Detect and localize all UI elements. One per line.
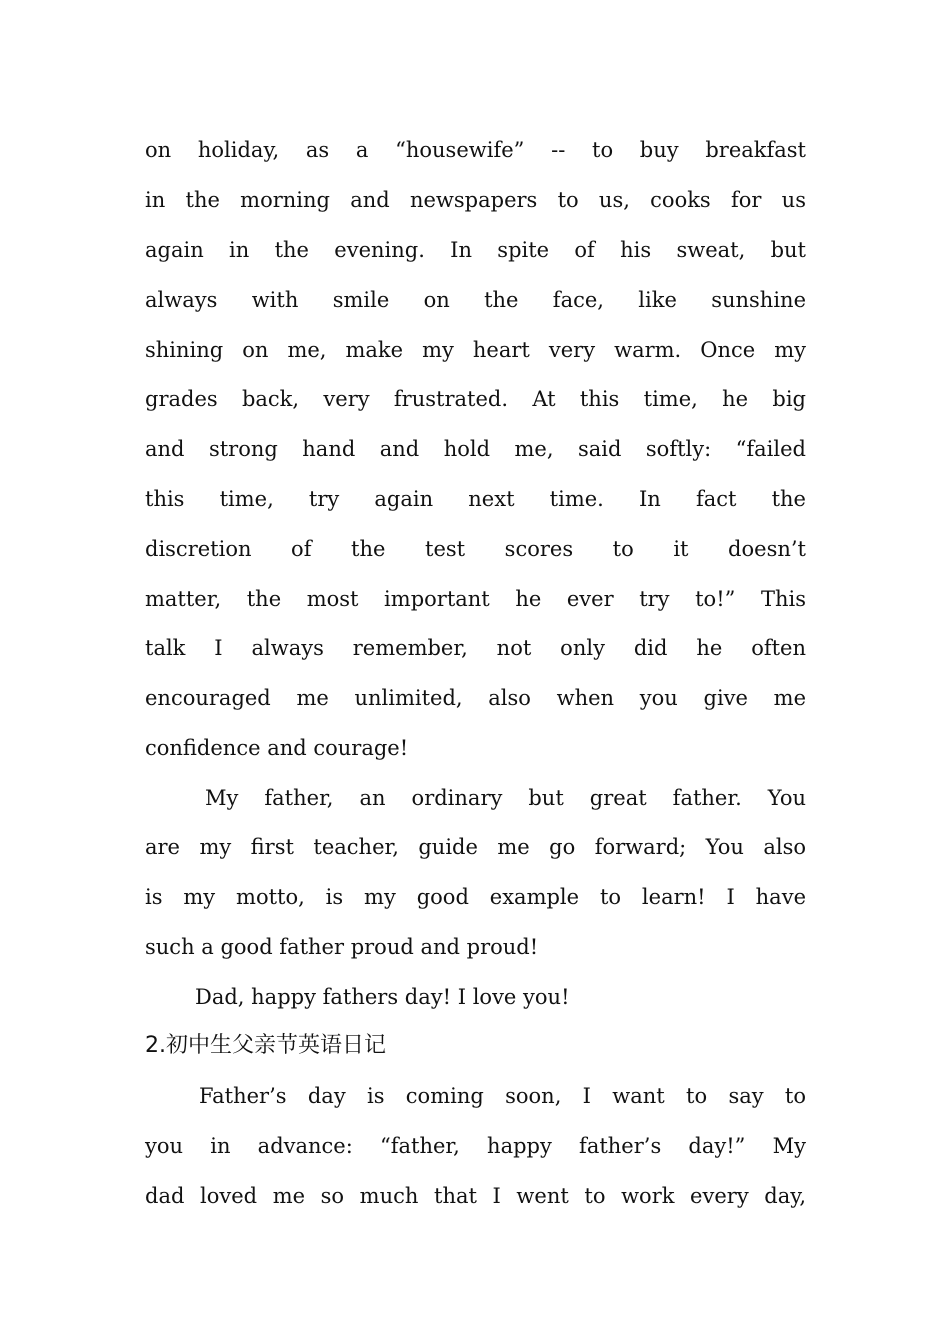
body-text-line: confidence and courage!	[145, 736, 409, 760]
body-text-line: matter, the most important he ever try to!” This	[145, 587, 806, 611]
body-text-line: discretion of the test scores to it doesn’t	[145, 537, 806, 561]
body-text-line: such a good father proud and proud!	[145, 935, 539, 959]
body-text-line: on holiday, as a “housewife” -- to buy breakfast	[145, 138, 806, 162]
section-heading: 2.初中生父亲节英语日记	[145, 1033, 386, 1058]
body-text-line: is my motto, is my good example to learn! I have	[145, 885, 806, 909]
body-text-line: in the morning and newspapers to us, cooks for us	[145, 188, 806, 212]
body-text-line: dad loved me so much that I went to work every day,	[145, 1184, 806, 1208]
body-text-line: again in the evening. In spite of his sweat, but	[145, 238, 806, 262]
body-text-line: My father, an ordinary but great father. You	[205, 786, 806, 810]
body-text-line: grades back, very frustrated. At this time, he big	[145, 387, 806, 411]
body-text-line: always with smile on the face, like sunshine	[145, 288, 806, 312]
body-text-line: Father’s day is coming soon, I want to say to	[199, 1084, 806, 1108]
body-text-line: Dad, happy fathers day! I love you!	[195, 985, 570, 1009]
body-text-line: you in advance: “father, happy father’s day!” My	[145, 1134, 806, 1158]
body-text-line: shining on me, make my heart very warm. Once my	[145, 338, 806, 362]
body-text-line: are my first teacher, guide me go forward; You also	[145, 835, 806, 859]
body-text-line: talk I always remember, not only did he often	[145, 636, 806, 660]
body-text-line: this time, try again next time. In fact the	[145, 487, 806, 511]
body-text-line: and strong hand and hold me, said softly: “failed	[145, 437, 806, 461]
body-text-line: encouraged me unlimited, also when you give me	[145, 686, 806, 710]
